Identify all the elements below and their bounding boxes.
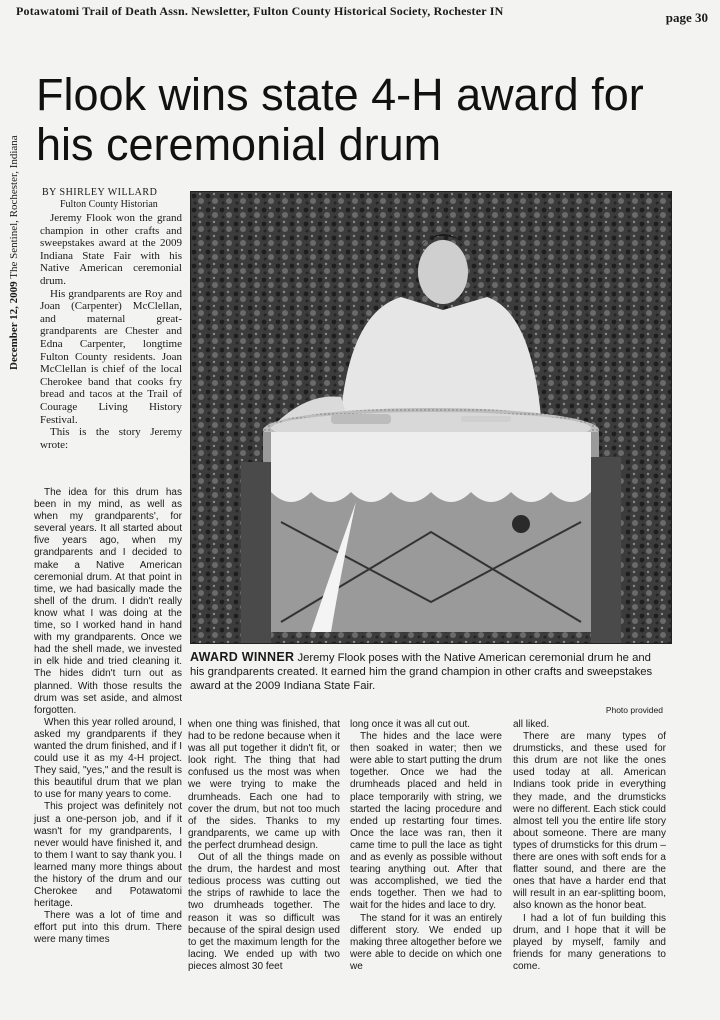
caption-lead: AWARD WINNER	[190, 650, 295, 664]
story-paragraph: The idea for this drum has been in my mind, as well as when my grandparents', for several years. It all started about five years ago, when my grandparents and I decided to make a Native American ceremonial drum. At that point in time, we had basically made the shell of the drum. I didn't really know what I was doing at the time, so I worked hand in hand with my grandparents. Once we had the shell made, we invested in elk hide and tried cleaning it. The hides didn't turn out as planned. With those results the drum was set aside, and almost forgotten.	[34, 487, 182, 716]
intro-paragraph: His grandparents are Roy and Joan (Carpenter) McClellan, and maternal great-grandparents are Chester and Edna Carpenter, longtime Fulton County residents. Joan McClellan is chief of the local Cherokee band that cooks fry bread and tacos at the Trail of Courage Living History Festival.	[40, 287, 182, 426]
story-column-4	[513, 719, 666, 973]
photo-image	[191, 192, 671, 643]
story-paragraph: There are many types of drumsticks, and these used for this drum are not like the ones used today at all. American Indians took pride in everything they made, and the drumsticks were no different. Each stick could almost tell you the entire life story about someone. There are many types of drumsticks for this drum – there are ones with soft ends for a flatter sound, and there are the ones that have a harder end that will result in an ear-splitting boom, also known as the honor beat.	[513, 731, 666, 912]
story-column-1	[34, 487, 182, 947]
byline-title: Fulton County Historian	[60, 199, 158, 210]
newsletter-header: Potawatomi Trail of Death Assn. Newsletter, Fulton County Historical Society, Rochester IN	[16, 4, 504, 18]
story-column-3	[350, 719, 502, 973]
side-source: The Sentinel, Rochester, Indiana	[8, 135, 20, 279]
story-paragraph: There was a lot of time and effort put into this drum. There were many times	[34, 910, 182, 946]
intro-paragraph: Jeremy Flook won the grand champion in other crafts and sweepstakes award at the 2009 Indiana State Fair with his Native American ceremonial drum.	[40, 212, 182, 287]
photo-credit: Photo provided	[605, 705, 663, 715]
page-number: page 30	[665, 10, 708, 25]
intro-paragraph: This is the story Jeremy wrote:	[40, 426, 182, 451]
side-date: December 12, 2009	[8, 281, 20, 370]
story-paragraph: This project was definitely not just a one-person job, and if it wasn't for my grandparents, I never would have finished it, and to them I want to say thank you. I learned many more things about the history of the drum and our Cherokee and Potawatomi heritage.	[34, 801, 182, 910]
story-paragraph: The hides and the lace were then soaked in water; then we were able to start putting the drum together. Once we had the drumheads placed and held in place temporarily with string, we started the lacing procedure and ended up restarting four times. Once the lace was ran, then it came time to pull the lace as tight and as evenly as possible without tearing anything out. After that was accomplished, we tied the ends together. Then we had to wait for the hides and lace to dry.	[350, 731, 502, 912]
side-dateline	[2, 80, 26, 380]
story-paragraph: The stand for it was an entirely different story. We ended up making three altogether before we were able to decide on which one we	[350, 912, 502, 972]
story-paragraph: When this year rolled around, I asked my grandparents if they wanted the drum finished, and if I could use it as my 4-H project. They said, "yes," and the result is this beautiful drum that we plan to use for many years to come.	[34, 716, 182, 801]
caption-text: Jeremy Flook poses with the Native American ceremonial drum he and his grandparents created. It earned him the grand champion in other crafts and sweepstakes award at the 2009 Indiana State Fair.	[190, 652, 653, 692]
intro-column	[40, 212, 182, 451]
story-paragraph: when one thing was finished, that had to be redone because when it was all put together it didn't fit, or look right. The thing that had confused us the most was when we were trying to make the drumheads. Each one had to cover the drum, but not too much of the sides. Thanks to my grandparents, we came up with the perfect drumhead design.	[188, 719, 340, 851]
story-paragraph: Out of all the things made on the drum, the hardest and most tedious process was cutting out the strips of rawhide to lace the two drumheads together. The reason it was so difficult was because of the spiral design used to get the maximum length for the lacing. We ended up with two pieces almost 30 feet	[188, 852, 340, 972]
story-column-2	[188, 719, 340, 973]
drum-photo	[190, 191, 672, 644]
story-paragraph: all liked.	[513, 719, 550, 730]
story-paragraph: I had a lot of fun building this drum, and I hope that it will be played by myself, family and friends for many generations to come.	[513, 912, 666, 972]
headline: Flook wins state 4-H award for his ceremonial drum	[36, 69, 644, 170]
story-paragraph: long once it was all cut out.	[350, 719, 471, 730]
photo-caption	[190, 650, 668, 693]
byline: BY SHIRLEY WILLARD	[42, 187, 158, 198]
